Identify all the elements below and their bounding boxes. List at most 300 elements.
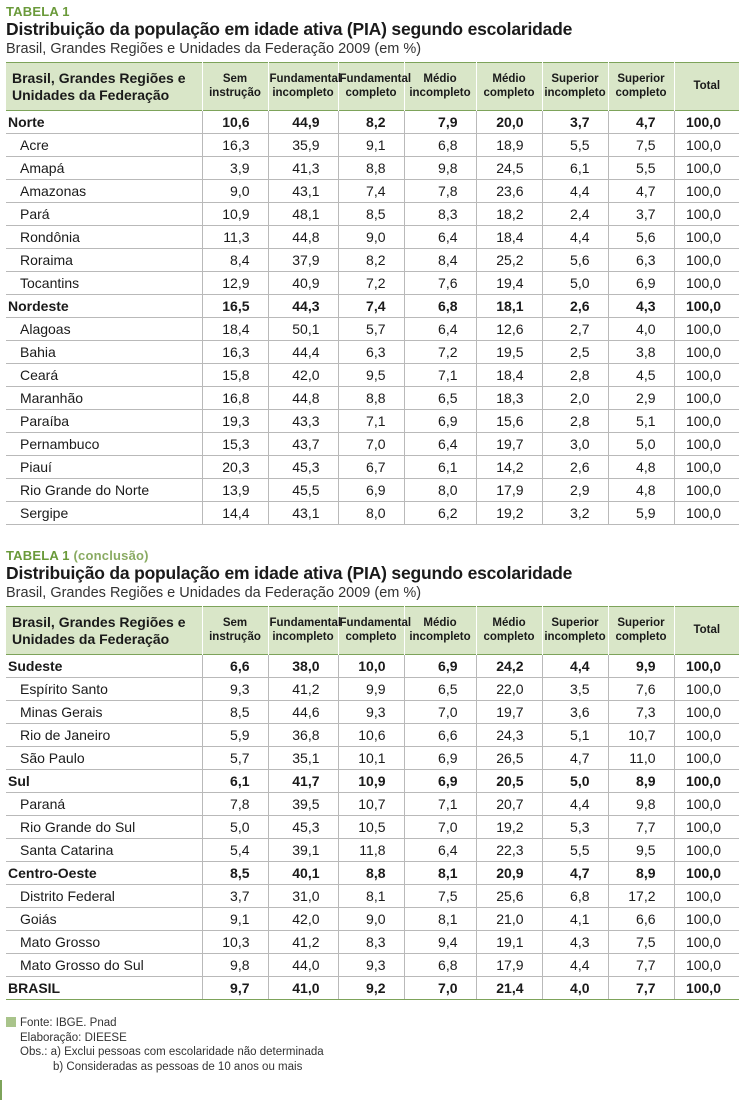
table-cell: 6,3 bbox=[608, 249, 674, 272]
table1 bbox=[6, 62, 739, 525]
table1-label: TABELA 1 bbox=[6, 4, 70, 19]
table-row bbox=[6, 816, 739, 839]
table-cell: 4,0 bbox=[542, 977, 608, 1000]
table-cell: 10,9 bbox=[202, 203, 268, 226]
table-cell: 24,2 bbox=[476, 655, 542, 678]
table-cell: 41,0 bbox=[268, 977, 338, 1000]
table-cell: 2,0 bbox=[542, 387, 608, 410]
table-cell: 10,1 bbox=[338, 747, 404, 770]
table-row bbox=[6, 931, 739, 954]
table-cell: 6,8 bbox=[542, 885, 608, 908]
table-cell: 9,8 bbox=[404, 157, 476, 180]
table-cell: 18,2 bbox=[476, 203, 542, 226]
row-label: Alagoas bbox=[6, 318, 202, 341]
table-cell: 100,0 bbox=[674, 954, 739, 977]
region-row bbox=[6, 295, 739, 318]
table-cell: 7,9 bbox=[404, 111, 476, 134]
table-cell: 7,5 bbox=[608, 931, 674, 954]
table-cell: 7,1 bbox=[404, 364, 476, 387]
table-cell: 13,9 bbox=[202, 479, 268, 502]
table-cell: 8,8 bbox=[338, 862, 404, 885]
table-cell: 18,1 bbox=[476, 295, 542, 318]
table-cell: 6,4 bbox=[404, 226, 476, 249]
row-label: Pará bbox=[6, 203, 202, 226]
table-cell: 9,7 bbox=[202, 977, 268, 1000]
region-row bbox=[6, 770, 739, 793]
table-cell: 35,1 bbox=[268, 747, 338, 770]
table-cell: 4,4 bbox=[542, 954, 608, 977]
table2-label: TABELA 1 (conclusão) bbox=[6, 548, 149, 563]
table-cell: 4,7 bbox=[608, 180, 674, 203]
table-cell: 3,5 bbox=[542, 678, 608, 701]
table-cell: 6,9 bbox=[404, 410, 476, 433]
row-label: São Paulo bbox=[6, 747, 202, 770]
table-cell: 50,1 bbox=[268, 318, 338, 341]
table-cell: 39,1 bbox=[268, 839, 338, 862]
table2 bbox=[6, 606, 739, 1000]
table-cell: 8,1 bbox=[338, 885, 404, 908]
table-cell: 100,0 bbox=[674, 111, 739, 134]
table1-header-sem-instrucao: Sem instrução bbox=[202, 63, 268, 111]
table-cell: 5,5 bbox=[542, 134, 608, 157]
row-label: Pernambuco bbox=[6, 433, 202, 456]
legend-square-icon bbox=[6, 1017, 16, 1027]
table-cell: 44,4 bbox=[268, 341, 338, 364]
table2-header-medio-completo: Médio completo bbox=[476, 607, 542, 655]
table-cell: 7,0 bbox=[404, 977, 476, 1000]
row-label: Ceará bbox=[6, 364, 202, 387]
table-cell: 16,5 bbox=[202, 295, 268, 318]
table-cell: 2,9 bbox=[608, 387, 674, 410]
row-label: Minas Gerais bbox=[6, 701, 202, 724]
table-cell: 9,8 bbox=[202, 954, 268, 977]
table-row bbox=[6, 157, 739, 180]
table-cell: 6,5 bbox=[404, 387, 476, 410]
region-row bbox=[6, 862, 739, 885]
table-cell: 44,8 bbox=[268, 387, 338, 410]
row-label: Centro-Oeste bbox=[6, 862, 202, 885]
table-cell: 7,1 bbox=[404, 793, 476, 816]
table-cell: 10,6 bbox=[338, 724, 404, 747]
table-cell: 100,0 bbox=[674, 295, 739, 318]
row-label: Amazonas bbox=[6, 180, 202, 203]
row-label: Bahia bbox=[6, 341, 202, 364]
table-cell: 31,0 bbox=[268, 885, 338, 908]
table-cell: 100,0 bbox=[674, 249, 739, 272]
table-cell: 10,6 bbox=[202, 111, 268, 134]
table-cell: 18,4 bbox=[476, 226, 542, 249]
table-cell: 2,9 bbox=[542, 479, 608, 502]
table-cell: 19,7 bbox=[476, 433, 542, 456]
table-row bbox=[6, 387, 739, 410]
table-cell: 21,4 bbox=[476, 977, 542, 1000]
table-cell: 5,0 bbox=[542, 272, 608, 295]
table-cell: 20,7 bbox=[476, 793, 542, 816]
table2-header-region: Brasil, Grandes Regiões e Unidades da Federação bbox=[12, 613, 186, 647]
table-cell: 8,9 bbox=[608, 862, 674, 885]
table-cell: 100,0 bbox=[674, 387, 739, 410]
table2-header-sem-instrucao: Sem instrução bbox=[202, 607, 268, 655]
table-cell: 6,9 bbox=[404, 747, 476, 770]
table-cell: 10,7 bbox=[338, 793, 404, 816]
footnotes bbox=[6, 1016, 324, 1074]
row-label: Nordeste bbox=[6, 295, 202, 318]
table-cell: 100,0 bbox=[674, 410, 739, 433]
table-cell: 15,3 bbox=[202, 433, 268, 456]
table-cell: 100,0 bbox=[674, 678, 739, 701]
row-label: Sul bbox=[6, 770, 202, 793]
table-cell: 40,9 bbox=[268, 272, 338, 295]
table-cell: 8,1 bbox=[404, 862, 476, 885]
table-cell: 8,5 bbox=[338, 203, 404, 226]
table-row bbox=[6, 249, 739, 272]
table-row bbox=[6, 456, 739, 479]
table-cell: 5,5 bbox=[608, 157, 674, 180]
table-cell: 8,3 bbox=[338, 931, 404, 954]
table-cell: 7,4 bbox=[338, 295, 404, 318]
table-cell: 2,8 bbox=[542, 410, 608, 433]
table-cell: 2,8 bbox=[542, 364, 608, 387]
table-cell: 10,3 bbox=[202, 931, 268, 954]
table-cell: 19,2 bbox=[476, 816, 542, 839]
table-row bbox=[6, 433, 739, 456]
obs-a-note: Obs.: a) Exclui pessoas com escolaridade não determinada bbox=[20, 1046, 324, 1058]
row-label: Maranhão bbox=[6, 387, 202, 410]
table-cell: 20,0 bbox=[476, 111, 542, 134]
table-cell: 8,1 bbox=[404, 908, 476, 931]
table-cell: 9,4 bbox=[404, 931, 476, 954]
table-cell: 9,3 bbox=[338, 954, 404, 977]
table-cell: 7,0 bbox=[404, 816, 476, 839]
table-cell: 100,0 bbox=[674, 885, 739, 908]
row-label: Piauí bbox=[6, 456, 202, 479]
table-cell: 45,3 bbox=[268, 456, 338, 479]
table-cell: 18,9 bbox=[476, 134, 542, 157]
table-cell: 3,0 bbox=[542, 433, 608, 456]
table-cell: 44,3 bbox=[268, 295, 338, 318]
table-cell: 42,0 bbox=[268, 908, 338, 931]
table-cell: 100,0 bbox=[674, 862, 739, 885]
table-cell: 2,6 bbox=[542, 456, 608, 479]
table-cell: 16,3 bbox=[202, 134, 268, 157]
table-cell: 2,5 bbox=[542, 341, 608, 364]
table-cell: 6,9 bbox=[404, 770, 476, 793]
table-cell: 100,0 bbox=[674, 770, 739, 793]
table-cell: 5,7 bbox=[202, 747, 268, 770]
table-row bbox=[6, 364, 739, 387]
table-cell: 16,8 bbox=[202, 387, 268, 410]
table-cell: 7,7 bbox=[608, 977, 674, 1000]
table-cell: 42,0 bbox=[268, 364, 338, 387]
table-cell: 100,0 bbox=[674, 203, 739, 226]
table-cell: 7,6 bbox=[608, 678, 674, 701]
row-label: Distrito Federal bbox=[6, 885, 202, 908]
table-cell: 8,0 bbox=[338, 502, 404, 525]
table-cell: 22,0 bbox=[476, 678, 542, 701]
table-cell: 6,6 bbox=[202, 655, 268, 678]
obs-b-note: b) Consideradas as pessoas de 10 anos ou mais bbox=[53, 1060, 303, 1073]
table1-header-fund-incompleto: Fundamental incompleto bbox=[268, 63, 338, 111]
table-cell: 3,7 bbox=[608, 203, 674, 226]
table-cell: 15,8 bbox=[202, 364, 268, 387]
row-label: Santa Catarina bbox=[6, 839, 202, 862]
row-label: Paraíba bbox=[6, 410, 202, 433]
table-cell: 2,6 bbox=[542, 295, 608, 318]
table-cell: 12,9 bbox=[202, 272, 268, 295]
table-cell: 8,3 bbox=[404, 203, 476, 226]
table-cell: 4,5 bbox=[608, 364, 674, 387]
table-cell: 8,8 bbox=[338, 157, 404, 180]
table-cell: 100,0 bbox=[674, 816, 739, 839]
table-cell: 9,9 bbox=[608, 655, 674, 678]
row-label: Roraima bbox=[6, 249, 202, 272]
table2-header-medio-incompleto: Médio incompleto bbox=[404, 607, 476, 655]
table-cell: 44,9 bbox=[268, 111, 338, 134]
table-cell: 41,7 bbox=[268, 770, 338, 793]
table-cell: 17,9 bbox=[476, 479, 542, 502]
table-cell: 100,0 bbox=[674, 977, 739, 1000]
table2-subtitle: Brasil, Grandes Regiões e Unidades da Federação 2009 (em %) bbox=[6, 585, 422, 601]
table1-block bbox=[6, 4, 739, 525]
table1-body bbox=[6, 111, 739, 525]
table-cell: 8,4 bbox=[404, 249, 476, 272]
table-cell: 44,8 bbox=[268, 226, 338, 249]
table-cell: 5,6 bbox=[608, 226, 674, 249]
table2-header-total: Total bbox=[674, 607, 739, 655]
table1-header-sup-incompleto: Superior incompleto bbox=[542, 63, 608, 111]
table-cell: 44,0 bbox=[268, 954, 338, 977]
region-row bbox=[6, 111, 739, 134]
table-row bbox=[6, 479, 739, 502]
table-cell: 17,2 bbox=[608, 885, 674, 908]
table-cell: 100,0 bbox=[674, 341, 739, 364]
table-cell: 5,7 bbox=[338, 318, 404, 341]
table2-header-fund-incompleto: Fundamental incompleto bbox=[268, 607, 338, 655]
table1-header-total: Total bbox=[674, 63, 739, 111]
table-cell: 5,0 bbox=[202, 816, 268, 839]
table-cell: 100,0 bbox=[674, 134, 739, 157]
table-cell: 25,6 bbox=[476, 885, 542, 908]
table-cell: 100,0 bbox=[674, 226, 739, 249]
table-row bbox=[6, 272, 739, 295]
table-cell: 24,3 bbox=[476, 724, 542, 747]
table-cell: 5,3 bbox=[542, 816, 608, 839]
table-cell: 35,9 bbox=[268, 134, 338, 157]
table-cell: 7,6 bbox=[404, 272, 476, 295]
table-cell: 5,0 bbox=[608, 433, 674, 456]
table-cell: 14,2 bbox=[476, 456, 542, 479]
table-cell: 19,1 bbox=[476, 931, 542, 954]
table-cell: 9,9 bbox=[338, 678, 404, 701]
table-cell: 6,7 bbox=[338, 456, 404, 479]
table-cell: 3,6 bbox=[542, 701, 608, 724]
table-cell: 5,9 bbox=[202, 724, 268, 747]
table-cell: 45,3 bbox=[268, 816, 338, 839]
table-cell: 41,2 bbox=[268, 678, 338, 701]
table-cell: 100,0 bbox=[674, 433, 739, 456]
table-cell: 100,0 bbox=[674, 364, 739, 387]
table-cell: 100,0 bbox=[674, 502, 739, 525]
table-cell: 100,0 bbox=[674, 908, 739, 931]
table-cell: 12,6 bbox=[476, 318, 542, 341]
table-cell: 40,1 bbox=[268, 862, 338, 885]
table2-label-suffix: (conclusão) bbox=[73, 548, 149, 563]
table-cell: 5,4 bbox=[202, 839, 268, 862]
row-label: Espírito Santo bbox=[6, 678, 202, 701]
table-cell: 6,6 bbox=[608, 908, 674, 931]
table-cell: 7,8 bbox=[202, 793, 268, 816]
table-cell: 45,5 bbox=[268, 479, 338, 502]
table-cell: 44,6 bbox=[268, 701, 338, 724]
table-cell: 6,4 bbox=[404, 839, 476, 862]
table-cell: 39,5 bbox=[268, 793, 338, 816]
table-cell: 19,2 bbox=[476, 502, 542, 525]
table-cell: 9,0 bbox=[338, 908, 404, 931]
table-cell: 3,2 bbox=[542, 502, 608, 525]
table-row bbox=[6, 203, 739, 226]
table-cell: 5,1 bbox=[542, 724, 608, 747]
table-cell: 4,3 bbox=[608, 295, 674, 318]
table2-header-row bbox=[6, 607, 739, 655]
table-cell: 4,3 bbox=[542, 931, 608, 954]
table-cell: 11,8 bbox=[338, 839, 404, 862]
table-cell: 9,5 bbox=[338, 364, 404, 387]
table2-header-fund-completo: Fundamental completo bbox=[338, 607, 404, 655]
table-cell: 100,0 bbox=[674, 157, 739, 180]
table-cell: 9,1 bbox=[202, 908, 268, 931]
table-cell: 100,0 bbox=[674, 931, 739, 954]
row-label: Sudeste bbox=[6, 655, 202, 678]
table-cell: 9,0 bbox=[202, 180, 268, 203]
table-row bbox=[6, 341, 739, 364]
table-cell: 9,1 bbox=[338, 134, 404, 157]
table-cell: 100,0 bbox=[674, 456, 739, 479]
table-cell: 2,7 bbox=[542, 318, 608, 341]
table-cell: 7,5 bbox=[608, 134, 674, 157]
row-label: Rio Grande do Norte bbox=[6, 479, 202, 502]
table-cell: 2,4 bbox=[542, 203, 608, 226]
table-cell: 10,0 bbox=[338, 655, 404, 678]
row-label: Goiás bbox=[6, 908, 202, 931]
table-cell: 7,1 bbox=[338, 410, 404, 433]
table-cell: 41,3 bbox=[268, 157, 338, 180]
row-label: Rondônia bbox=[6, 226, 202, 249]
table-cell: 23,6 bbox=[476, 180, 542, 203]
table-row bbox=[6, 134, 739, 157]
table-cell: 43,3 bbox=[268, 410, 338, 433]
table-cell: 41,2 bbox=[268, 931, 338, 954]
table-cell: 43,1 bbox=[268, 180, 338, 203]
row-label: Tocantins bbox=[6, 272, 202, 295]
table1-header-medio-incompleto: Médio incompleto bbox=[404, 63, 476, 111]
table-cell: 10,7 bbox=[608, 724, 674, 747]
table-cell: 38,0 bbox=[268, 655, 338, 678]
table1-title: Distribuição da população em idade ativa (PIA) segundo escolaridade bbox=[6, 19, 573, 39]
table-row bbox=[6, 678, 739, 701]
table1-header-medio-completo: Médio completo bbox=[476, 63, 542, 111]
table-cell: 24,5 bbox=[476, 157, 542, 180]
table-cell: 100,0 bbox=[674, 272, 739, 295]
table2-header-sup-completo: Superior completo bbox=[608, 607, 674, 655]
row-label: Paraná bbox=[6, 793, 202, 816]
table-cell: 8,8 bbox=[338, 387, 404, 410]
table2-body bbox=[6, 655, 739, 1000]
table-cell: 100,0 bbox=[674, 724, 739, 747]
table-cell: 3,9 bbox=[202, 157, 268, 180]
table-cell: 14,4 bbox=[202, 502, 268, 525]
elaboration-note: Elaboração: DIEESE bbox=[20, 1031, 127, 1044]
row-label: Mato Grosso do Sul bbox=[6, 954, 202, 977]
table-cell: 9,5 bbox=[608, 839, 674, 862]
table-row bbox=[6, 180, 739, 203]
table-cell: 100,0 bbox=[674, 701, 739, 724]
source-note: Fonte: IBGE. Pnad bbox=[6, 1016, 324, 1031]
table-row bbox=[6, 701, 739, 724]
table-row bbox=[6, 747, 739, 770]
table-cell: 8,2 bbox=[338, 111, 404, 134]
table-cell: 7,5 bbox=[404, 885, 476, 908]
table1-subtitle: Brasil, Grandes Regiões e Unidades da Federação 2009 (em %) bbox=[6, 41, 422, 57]
table-row bbox=[6, 839, 739, 862]
table-cell: 7,7 bbox=[608, 954, 674, 977]
table-cell: 16,3 bbox=[202, 341, 268, 364]
total-row bbox=[6, 977, 739, 1000]
table-row bbox=[6, 226, 739, 249]
table-row bbox=[6, 318, 739, 341]
table-cell: 100,0 bbox=[674, 479, 739, 502]
table-cell: 100,0 bbox=[674, 655, 739, 678]
table-cell: 17,9 bbox=[476, 954, 542, 977]
table-cell: 19,3 bbox=[202, 410, 268, 433]
table-cell: 8,5 bbox=[202, 701, 268, 724]
table-cell: 20,3 bbox=[202, 456, 268, 479]
table-cell: 48,1 bbox=[268, 203, 338, 226]
table-cell: 43,1 bbox=[268, 502, 338, 525]
table-cell: 7,3 bbox=[608, 701, 674, 724]
table-cell: 6,9 bbox=[608, 272, 674, 295]
table-cell: 6,3 bbox=[338, 341, 404, 364]
table-cell: 7,2 bbox=[404, 341, 476, 364]
table-cell: 100,0 bbox=[674, 839, 739, 862]
table-cell: 7,0 bbox=[338, 433, 404, 456]
region-row bbox=[6, 655, 739, 678]
left-accent-bar bbox=[0, 1080, 2, 1100]
table-cell: 4,7 bbox=[542, 747, 608, 770]
table-cell: 6,9 bbox=[404, 655, 476, 678]
table-cell: 11,3 bbox=[202, 226, 268, 249]
table-cell: 4,4 bbox=[542, 793, 608, 816]
table-cell: 4,1 bbox=[542, 908, 608, 931]
table2-block bbox=[6, 548, 739, 1000]
table-cell: 3,7 bbox=[542, 111, 608, 134]
table-cell: 5,9 bbox=[608, 502, 674, 525]
table-cell: 4,4 bbox=[542, 655, 608, 678]
table-row bbox=[6, 724, 739, 747]
table-cell: 15,6 bbox=[476, 410, 542, 433]
table-cell: 10,5 bbox=[338, 816, 404, 839]
table-cell: 8,0 bbox=[404, 479, 476, 502]
table-cell: 8,5 bbox=[202, 862, 268, 885]
table-row bbox=[6, 410, 739, 433]
table-cell: 5,6 bbox=[542, 249, 608, 272]
table1-header-fund-completo: Fundamental completo bbox=[338, 63, 404, 111]
table-cell: 6,9 bbox=[338, 479, 404, 502]
table-cell: 4,7 bbox=[608, 111, 674, 134]
table-cell: 6,1 bbox=[202, 770, 268, 793]
table-cell: 5,0 bbox=[542, 770, 608, 793]
table-cell: 9,3 bbox=[338, 701, 404, 724]
table-cell: 6,4 bbox=[404, 318, 476, 341]
